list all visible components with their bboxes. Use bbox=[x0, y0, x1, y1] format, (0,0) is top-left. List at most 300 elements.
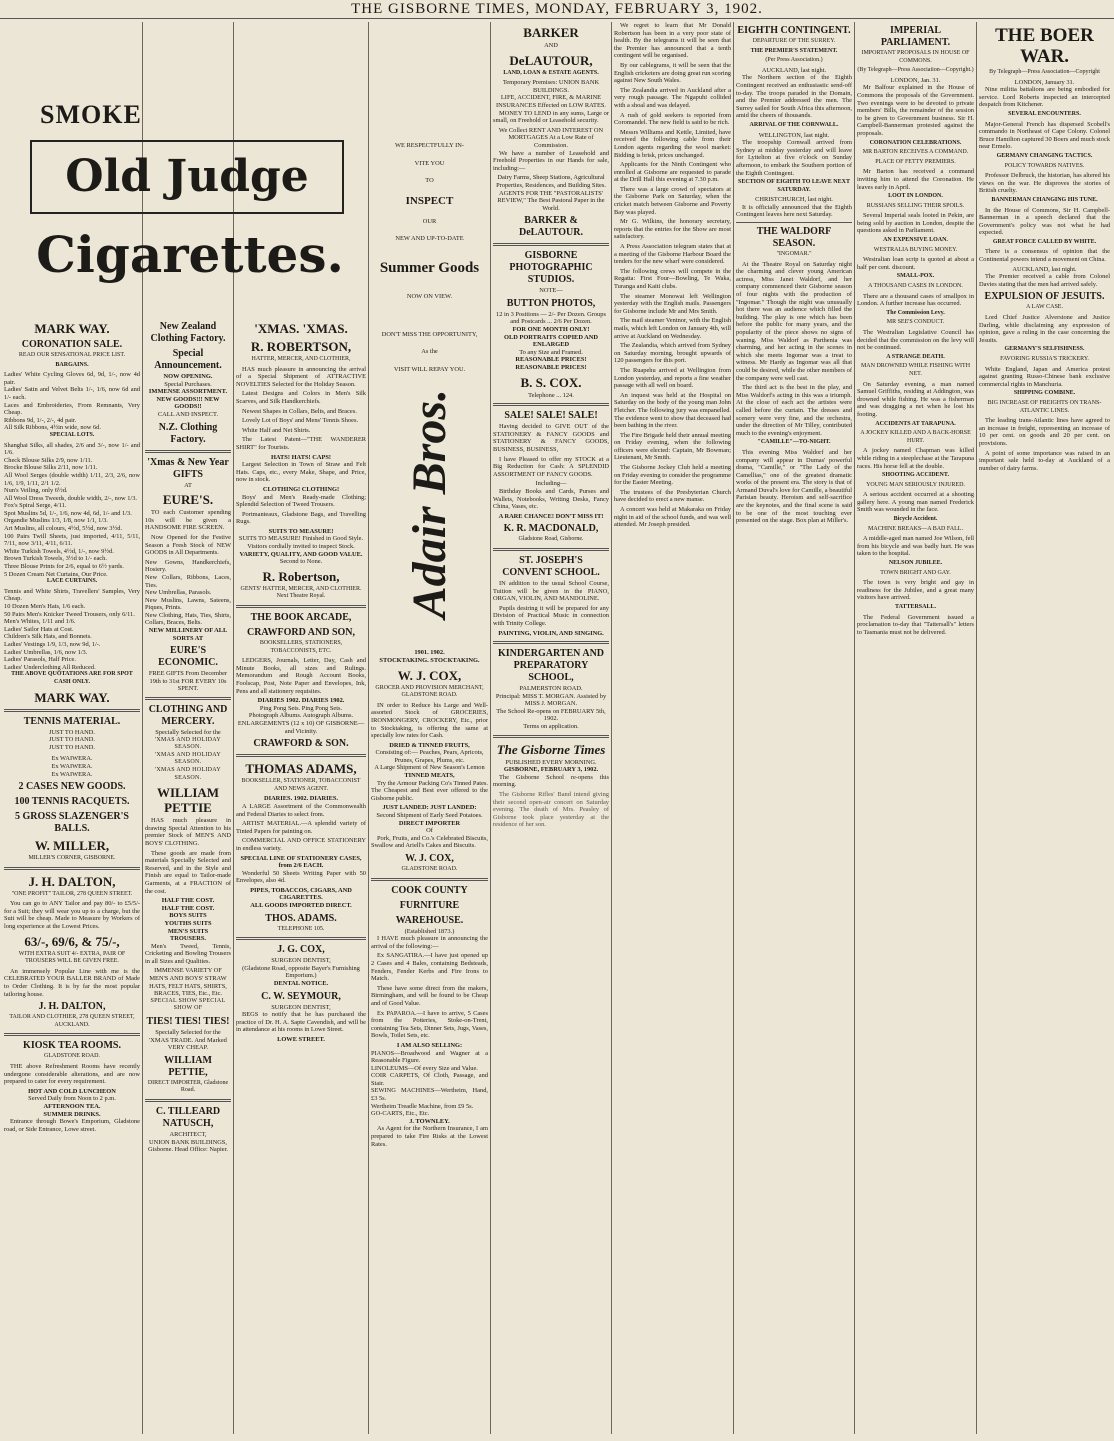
bannerman-text: In the House of Commons, Sir H. Campbell-Bannerman in a speech declared that the Government's policy was not what he had expected. bbox=[979, 206, 1110, 237]
waldorf-season-heading: THE WALDORF SEASON. bbox=[756, 226, 832, 250]
adams-title: THOMAS ADAMS, bbox=[245, 761, 357, 777]
boer-war-heading: THE BOER WAR. bbox=[995, 25, 1094, 67]
smallpox-text: There are a thousand cases of smallpox in London. A further increase has occurred. bbox=[857, 292, 974, 308]
news-item: An inquest was held at the Hospital on Saturday on the body of the young man John Fletcher. The following jury was empanelled. The evidence went to show that deceased had been bathing in the river. bbox=[614, 391, 731, 430]
christchurch-dateline: CHRISTCHURCH, last night. bbox=[755, 196, 833, 204]
robertson-title: R. ROBERTSON, bbox=[250, 339, 352, 354]
temporary-premises: Temporary Premises: UNION BANK BUILDINGS. bbox=[502, 79, 600, 94]
enlargements: ENLARGEMENTS (12 x 10) OF GISBORNE—and Vicinity. bbox=[237, 719, 365, 735]
tinned-meats: TINNED MEATS, bbox=[404, 772, 455, 780]
special-line: All Wool Dress Tweeds, double width, 2/-, now 1/3. bbox=[4, 494, 137, 502]
misc-line: Ladies' Vestings 1/9, 1/3, now 9d, 1/-. bbox=[4, 640, 101, 648]
townley-signature: J. TOWNLEY. bbox=[409, 1117, 450, 1125]
press-association: (Per Press Association.) bbox=[765, 57, 823, 64]
telephone: TELEPHONE 105. bbox=[277, 925, 325, 932]
germany-selfishness-sub: FAVORING RUSSIA'S TRICKERY. bbox=[1000, 356, 1089, 362]
news-item: The Zealandia, which arrived from Sydney on Saturday morning, brought upwards of 120 passengers for this port. bbox=[614, 342, 731, 365]
one-month-only: FOR ONE MONTH ONLY! bbox=[512, 326, 590, 334]
seymour-sub: SURGEON DENTIST, bbox=[271, 1003, 331, 1011]
jesuits-text: Lord Chief Justice Alverstone and Justice Darling, while disclaiming any expression of opinion, gave a ruling in the case concerning the Jesuits. bbox=[979, 314, 1110, 344]
convent-more: Pupils desiring it will be prepared for any Division of Practical Music in connection with Trinity College. bbox=[493, 604, 609, 627]
special-line: Brocke Blouse Silks 2/11, now 1/11. bbox=[4, 464, 98, 472]
boer-war-text: Nine militia battalions are being embodied for service. Lord Roberts inspected an intercepted despatch from Kitchener. bbox=[979, 86, 1110, 109]
special-line: White Turkish Towels, 4½d, 1/-, now 9½d. bbox=[4, 547, 114, 555]
news-intro: We regret to learn that Mr Donald Robertson has been in a very poor state of health. By the telegrams it will be seen that the Premier has announced that a tenth contingent will be organised. bbox=[614, 22, 731, 60]
robertson-item: Lovely Lot of Boys' and Mens' Tennis Shoes. bbox=[242, 417, 359, 425]
bargain-line: Ribbons 9d, 1/-, 2/-, 4d pair. bbox=[4, 416, 77, 424]
clothing-mercery-heading: CLOTHING AND MERCERY. bbox=[148, 704, 228, 728]
special-lots-heading: SPECIAL LOTS. bbox=[49, 431, 95, 438]
strange-death-text: On Saturday evening, a man named Samuel Griffiths, residing at Addington, was drowned while fishing. He was a fisherman and was dragging a net when he lost his footing. bbox=[857, 380, 974, 418]
news-item: The Fire Brigade held their annual meeting on Friday evening, when the following officers were elected: Captain, Mr Bowman; Lieutenant, Mr Smith. bbox=[614, 431, 731, 462]
invite-line: VITE YOU bbox=[414, 159, 445, 167]
special-line: All Wool Serges (double width) 1/11, 2/3, 2/6, now 1/6, 1/9, 1/11, 2/1 1/2. bbox=[4, 471, 140, 487]
kiosk-summer-drinks: SUMMER DRINKS. bbox=[43, 1110, 101, 1118]
news-item: The following crews will compete in the Regatta: First Four—Bowling, Te Waka, Turanga and Kaiti clubs. bbox=[614, 267, 731, 290]
opened-text: Now Opened for the Festive Season a Fresh Stock of NEW GOODS in All Departments. bbox=[145, 533, 231, 557]
summer-goods: Summer Goods bbox=[379, 259, 480, 276]
contingent-text: The Northern section of the Eighth Contingent received an enthusiastic send-off to-day. The troops paraded in the Domain, and the Premier addressed the men. The Surrey sailed for South Africa this afternoon, amid the cheers of thousands. bbox=[736, 74, 852, 120]
direct-of: Of bbox=[426, 827, 433, 835]
parliament-text: Mr Balfour explained in the House of Commons the proposals of the Government. Two evenings were to be devoted to private members' Bills, the remainder of the session to be given to Government business. Sir H. Campbell-Bannerman protested against the proposals. bbox=[857, 84, 974, 137]
suits-measure-sub: SUITS TO MEASURE! Finished in Good Style. bbox=[238, 535, 364, 543]
waldorf-text: At the Theatre Royal on Saturday night the charming and clever young American actress, Miss Janet Waldorf, and her company commenced their Gisborne season of four nights with the production of "Ingomar." Though the night was unusually hot there was an audience which filled the building. The play is one which has been before the public for many years, and the popularity of the piece shows no signs of waning. Miss Waldorf as Parthenia was charming, and her acting in the scenes in which she meets Ingomar was a treat to witness. Mr Hardy as Ingomar was all that could be desired, while the other members of the company were well cast. bbox=[736, 260, 852, 382]
button-photos: BUTTON PHOTOS, bbox=[506, 297, 596, 309]
holiday-season: 'XMAS AND HOLIDAY SEASON. bbox=[155, 736, 221, 751]
wellington-dateline: WELLINGTON, last night. bbox=[758, 131, 830, 139]
wj-cox-signature-sub: GLADSTONE ROAD. bbox=[401, 866, 458, 872]
book-arcade-text: LEDGERS, Journals, Letter, Day, Cash and Minute Books, all sizes and Rulings. Memorandum and Rough Account Books, Foolscap, Post, Note Paper and Envelopes, Ink, Pens and all stationery requisites. bbox=[236, 657, 366, 695]
selling-line: LINOLEUMS—Of every Size and Value. bbox=[371, 1064, 478, 1072]
delautour-title: DeLAUTOUR, bbox=[509, 52, 593, 68]
news-item: Applicants for the Ninth Contingent who enrolled at Gisborne are requested to parade at the Drill Hall this evening at 7.30 p.m. bbox=[614, 161, 731, 184]
selling-line: COIR CARPETS, Of Cloth, Passage, and Stair. bbox=[371, 1072, 488, 1087]
kiosk-subtitle: GLADSTONE ROAD. bbox=[44, 1053, 100, 1060]
loot-text: Several Imperial seals looted in Pekin, are being sold by auction in London, despite the questions asked in Parliament. bbox=[857, 212, 974, 235]
tattersall-text: The Federal Government issued a proclamation to-day that "Tattersall's" letters to Tasmania must not be delivered. bbox=[857, 613, 974, 636]
auckland-dateline: AUCKLAND, last night. bbox=[761, 66, 827, 74]
selling-line: GO-CARTS, Etc., Etc. bbox=[371, 1110, 430, 1118]
including-line: Birthday Books and Cards, Purses and Wallets, Notebooks, Writing Desks, Fancy China, Vases, etc. bbox=[493, 487, 609, 511]
just-to-hand: JUST TO HAND. bbox=[49, 736, 95, 744]
dalton-prices-note: WITH EXTRA SUIT 4/- EXTRA, PAIR OF TROUSERS WILL BE GIVEN FREE. bbox=[18, 950, 126, 965]
diaries-1902: DIARIES. 1902. DIARIES. bbox=[263, 795, 339, 803]
invite-line: OUR bbox=[422, 217, 437, 225]
kiosk-luncheon: HOT AND COLD LUNCHEON bbox=[28, 1087, 116, 1095]
misc-line: 50 Pairs Men's Knicker Tweed Trousers, only 6/11. bbox=[4, 610, 135, 618]
surrey-departure: DEPARTURE OF THE SURREY. bbox=[752, 38, 836, 44]
collect-rent: We Collect RENT AND INTEREST ON MORTGAGES At a Low Rate of Commission. bbox=[498, 126, 604, 149]
commercial-stationery: COMMERCIAL AND OFFICE STATIONERY in endless variety. bbox=[236, 837, 366, 852]
special-line: Brown Turkish Towels, 3½d to 1/- each. bbox=[4, 555, 107, 563]
wanderer-shirt: The Latest Patent—"THE WANDERER SHIRT" for Tourists. bbox=[236, 436, 366, 451]
strange-death-sub: MAN DROWNED WHILE FISHING WITH NET. bbox=[860, 363, 971, 377]
nelson-heading: NELSON JUBILEE. bbox=[888, 560, 943, 567]
special-line: 100 Pairs Twill Sheets, just imported, 4/11, 5/11, 7/11, now 3/11, 4/11, 6/11. bbox=[4, 532, 140, 548]
misc-line: Tennis and White Shirts, Travellers' Samples, Very Cheap. bbox=[4, 587, 140, 603]
encounters-text: Major-General French has dispersed Scobell's commando in Northeast of Cape Colony. Colonel Bruce Hamilton captured 30 Boers and much stock near Ermelo. bbox=[979, 120, 1110, 151]
news-item: A concert was held at Makaraka on Friday night in aid of the school funds, and was well attended. Mr Joseph presided. bbox=[614, 506, 731, 529]
kindergarten-title: KINDERGARTEN AND PREPARATORY SCHOOL, bbox=[497, 648, 605, 684]
barker-and: AND bbox=[544, 42, 558, 49]
column-1 bbox=[4, 318, 140, 1434]
eures-item: New Clothing, Hats, Ties, Shirts, Collars, Braces, Belts. bbox=[145, 611, 231, 627]
tennis-racquets: 100 TENNIS RACQUETS. bbox=[14, 796, 130, 808]
shooting-heading: SHOOTING ACCIDENT. bbox=[882, 472, 949, 479]
nz-clothing-title: New Zealand Clothing Factory. bbox=[150, 321, 226, 344]
dried-fruits: DRIED & TINNED FRUITS, bbox=[389, 741, 470, 749]
robertson-item: Latest Designs and Colors in Men's Silk Scarves, and Silk Handkerchiefs. bbox=[236, 390, 366, 405]
invite-line: WE RESPECTFULLY IN- bbox=[394, 142, 465, 149]
tennis-material-heading: TENNIS MATERIAL. bbox=[23, 715, 121, 727]
ex-waiwera: Ex WAIWERA. bbox=[51, 755, 93, 763]
news-item: The trustees of the Presbyterian Church have decided to erect a new manse. bbox=[614, 488, 731, 504]
clothing-text: Boys' and Men's Ready-made Clothing; Splendid Selection of Tweed Trousers. bbox=[236, 493, 366, 509]
kindergarten-sub: PALMERSTON ROAD. bbox=[519, 685, 583, 693]
kiosk-title: KIOSK TEA ROOMS. bbox=[23, 1040, 121, 1052]
holiday-season: 'XMAS AND HOLIDAY SEASON. bbox=[155, 767, 221, 781]
wj-cox-title: W. J. COX, bbox=[397, 667, 462, 683]
bargain-line: All Silk Ribbons, 4½in wide, now 6d. bbox=[4, 424, 101, 432]
also-selling: I AM ALSO SELLING: bbox=[396, 1041, 463, 1049]
eures-item: New Umbrellas, Parasols. bbox=[145, 589, 212, 597]
jesuits-sub: A LAW CASE. bbox=[1026, 304, 1063, 311]
just-to-hand: JUST TO HAND. bbox=[49, 743, 95, 751]
editorial-lead: The Gisborne School re-opens this morning. bbox=[493, 773, 609, 789]
telephone-124: Telephone ... 124. bbox=[528, 391, 574, 399]
column-5 bbox=[493, 22, 609, 1434]
stock-years: 1901. 1902. bbox=[414, 649, 445, 657]
dairy-farms-text: A point of some importance was raised in an important sale held to-day at Auckland of a number of dairy farms. bbox=[979, 449, 1110, 472]
pettie-signature: WILLIAM PETTIE, bbox=[164, 1054, 212, 1078]
photo-prices: 12 in 3 Positions — 2/- Per Dozen. Groups and Postcards ... 2/6 Per Dozen. bbox=[496, 310, 606, 326]
tinned-text: Try the Armour Packing Co's Tinned Pates. The Cheapest and Best ever offered to the Gisborne public. bbox=[371, 779, 488, 802]
robertson-text: HAS much pleasure in announcing the arrival of a Special Shipment of ATTRACTIVE NOVELTIES Selected for the Holiday Season. bbox=[236, 365, 366, 388]
selling-line: PIANOS—Broadwood and Wagner at a Reasonable Figure. bbox=[371, 1049, 488, 1065]
xmas-heading: 'XMAS. 'XMAS. bbox=[254, 321, 348, 336]
suits-measure: SUITS TO MEASURE! bbox=[268, 527, 334, 535]
at-label: AT bbox=[184, 481, 192, 489]
visitors-invited: Visitors cordially invited to inspect Stock. bbox=[247, 543, 355, 551]
free-gifts: FREE GIFTS From December 19th to 31st FOR EVERY 10s SPENT. bbox=[148, 670, 228, 693]
invite-line: INSPECT bbox=[405, 194, 454, 207]
loot-heading: LOOT IN LONDON. bbox=[888, 193, 943, 200]
loot-sub: RUSSIANS SELLING THEIR SPOILS. bbox=[866, 202, 965, 209]
eures-item: New Muslins, Lawns, Sateens, Piques, Prints. bbox=[145, 596, 231, 612]
special-line-stationery: SPECIAL LINE OF STATIONERY CASES, from 2/6 EACH. bbox=[240, 854, 362, 870]
news-item: By our cablegrams, it will be seen that the English cricketers are doing great run scoring against New South Wales. bbox=[614, 61, 731, 85]
bargain-line: Ladies' Satin and Velvet Belts 1/-, 1/6, now 6d and 1/- each. bbox=[4, 386, 140, 401]
news-item: Mr G. Wilkins, the honorary secretary, reports that the entries for the Show are most satisfactory. bbox=[614, 218, 731, 241]
auckland-text: The Premier received a cable from Colonel Davies stating that the men had arrived safely. bbox=[979, 273, 1110, 288]
encounters-heading: SEVERAL ENCOUNTERS. bbox=[1008, 110, 1081, 117]
coronation-sale-heading: CORONATION SALE. bbox=[21, 339, 123, 350]
camille-heading: "CAMILLE"—TO-NIGHT. bbox=[757, 439, 831, 446]
dalton-signature: J. H. DALTON, bbox=[38, 1001, 106, 1013]
invite-line: NEW AND UP-TO-DATE bbox=[395, 235, 464, 243]
youths-suits: YOUTHS SUITS bbox=[164, 919, 212, 927]
clothing-heading: CLOTHING! CLOTHING! bbox=[262, 485, 340, 493]
tilleard-sub: ARCHITECT, bbox=[169, 1131, 207, 1138]
issue-date: GISBORNE, FEBRUARY 3, 1902. bbox=[503, 766, 599, 774]
misc-line: Ladies' Parasols, Half Price. bbox=[4, 656, 76, 664]
direct-importer: DIRECT IMPORTER bbox=[398, 819, 461, 827]
special-purchases: Special Purchases. bbox=[164, 380, 212, 388]
tarapuna-text: A jockey named Chapman was killed while riding in a steeplechase at the Tarapuna races. His horse fell at the double. bbox=[857, 447, 974, 470]
book-arcade-sub: BOOKSELLERS, STATIONERS, TOBACCONISTS, ETC. bbox=[259, 640, 343, 654]
dried-fruits-sub: Consisting of:— Peaches, Pears, Apricots, Prunes, Grapes, Plums, etc. bbox=[375, 749, 484, 764]
kiosk-footer: Entrance through Bowe's Emporium, Gladstone road, or Side Entrance, Lowe street. bbox=[4, 1118, 140, 1133]
special-line: Art Muslins, all colours, 4½d, 5½d, now 3½d. bbox=[4, 525, 123, 533]
ping-pong: Ping Pong Sets. Ping Pong Sets. bbox=[259, 704, 343, 712]
eures-item: New Collars, Ribbons, Laces, Ties. bbox=[145, 573, 231, 589]
coronation-sub: MR BARTON RECEIVES A COMMAND. bbox=[862, 149, 969, 156]
barker-title: BARKER bbox=[523, 25, 579, 40]
old-portraits: OLD PORTRAITS COPIED AND ENLARGED bbox=[503, 333, 599, 349]
tattersall-heading: TATTERSALL. bbox=[895, 604, 936, 610]
news-item: A rush of gold seekers is reported from Coromandel. The new field is said to be rich. bbox=[614, 111, 731, 127]
immense-variety: IMMENSE VARIETY OF MEN'S AND BOYS' STRAW HATS, FELT HATS, SHIRTS, BRACES, TIES, Etc., Etc. bbox=[149, 967, 227, 998]
great-force-text: There is a consensus of opinion that the Continental powers intend a movement on China. bbox=[979, 248, 1110, 264]
established: (Established 1873.) bbox=[404, 927, 455, 935]
cigarettes-brand: Cigarettes. bbox=[36, 225, 344, 284]
tarapuna-sub: A JOCKEY KILLED AND A BACK-HORSE HURT. bbox=[860, 430, 971, 444]
new-goods: NEW GOODS!!! NEW GOODS!! bbox=[156, 395, 220, 411]
special-line: Spot Muslins 5d, 1/-, 1/6, now 4d, 6d, 1/- and 1/3. bbox=[4, 509, 132, 517]
wj-cox-signature: W. J. COX, bbox=[405, 853, 454, 864]
special-line: Check Blouse Silks 2/9, now 1/11. bbox=[4, 456, 93, 464]
news-item: The steamer Monowai left Wellington yesterday with the English mails. Passengers for Gisborne include Mr and Mrs Smith. bbox=[614, 292, 731, 315]
column-6 bbox=[614, 22, 731, 1434]
news-item: Messrs Williams and Kettle, Limited, have received the following cable from their London agents regarding the wool market: Bidding is brisk, prices unchanged. bbox=[614, 128, 731, 159]
wj-cox-text: IN order to Reduce his Large and Well-assorted Stock of GROCERIES, IRONMONGERY, CROCKERY, Etc., prior to Stocktaking, is offering the same at specially low rates for Cash. bbox=[371, 701, 488, 740]
miller-subtitle: MILLER'S CORNER, GISBORNE. bbox=[28, 855, 116, 862]
special-line: Organdie Muslins 1/3, 1/8, now 1/1, 1/3. bbox=[4, 517, 108, 525]
portmanteaux: Portmanteaux, Gladstone Bags, and Travelling Rugs. bbox=[236, 510, 366, 526]
old-portraits-sub: To any Size and Framed. bbox=[519, 348, 583, 356]
shooting-text: A serious accident occurred at a shooting gallery here. A young man named Frederick Smith was wounded in the face. bbox=[857, 491, 974, 514]
cook-text: I HAVE much pleasure in announcing the arrival of the following:— bbox=[371, 935, 488, 950]
nz-clothing-signature: N.Z. Clothing Factory. bbox=[158, 421, 218, 445]
just-landed: JUST LANDED: JUST LANDED: bbox=[382, 804, 477, 812]
half-cost: HALF THE COST. bbox=[161, 897, 215, 905]
bicycle-heading: Bicycle Accident. bbox=[893, 516, 938, 523]
pettie-line: These goods are made from materials Specially Selected and Reserved, and in the Style and Finish are equal to Tailor-made Garments, at a FRACTION of the cost. bbox=[145, 849, 231, 895]
photo-albums: Photograph Albums. Autograph Albums. bbox=[248, 712, 354, 720]
photo-studios-title: GISBORNE PHOTOGRAPHIC STUDIOS. bbox=[509, 250, 593, 286]
gift-text: TO each Customer spending 10s will be given a HANDSOME FIRE SCREEN. bbox=[145, 509, 231, 532]
macdonald-sub: Gladstone Road, Gisborne. bbox=[518, 536, 584, 543]
nelson-sub: TOWN BRIGHT AND GAY. bbox=[880, 569, 951, 576]
now-on-view: NOW ON VIEW. bbox=[406, 292, 453, 300]
seymour-title: C. W. SEYMOUR, bbox=[261, 990, 341, 1002]
macdonald-signature: K. R. MACDONALD, bbox=[503, 523, 599, 535]
special-line: Nun's Veiling, only 6½d. bbox=[4, 487, 68, 495]
misc-line: 10 Dozen Men's Hats, 1/6 each. bbox=[4, 603, 86, 610]
bicycle-sub: MACHINE BREAKS—A BAD FALL. bbox=[868, 525, 963, 532]
commission-sub: MR SEE'S CONDUCT. bbox=[886, 319, 945, 326]
bargain-text: I have Pleased to offer my STOCK at a Big Reduction for Cash: A SPLENDID ASSORTMENT OF FANCY GOODS. bbox=[493, 455, 609, 478]
tilleard-title: C. TILLEARD NATUSCH, bbox=[155, 1106, 221, 1129]
misc-line: Children's Silk Hats, and Bonnets. bbox=[4, 633, 92, 641]
direct-text: Pork, Fruits, and Co.'s Celebrated Biscuits, Swallow and Ariell's Cakes and Biscuits. bbox=[371, 834, 488, 850]
shipping-combine-sub: BIG INCREASE OF FREIGHTS ON TRANS-ATLANTIC LINES. bbox=[987, 399, 1102, 414]
invite-line: TO bbox=[425, 177, 434, 185]
reasonable-prices: REASONABLE PRICES! REASONABLE PRICES! bbox=[515, 356, 587, 372]
pettie-signature-sub: DIRECT IMPORTER, Gladstone Road. bbox=[147, 1079, 229, 1094]
loan-heading: AN EXPENSIVE LOAN. bbox=[883, 237, 948, 244]
hats-text: Largest Selection in Town of Straw and Felt Hats. Caps, etc., every Make, Shape, and Price, now in stock. bbox=[236, 461, 366, 484]
barker-sub: LAND, LOAN & ESTATE AGENTS. bbox=[503, 69, 599, 76]
call-and-inspect: CALL AND INSPECT. bbox=[157, 410, 219, 418]
seymour-text: BEGS to notify that he has purchased the practice of Dr. H. A. Sapte Cavendish, and will be in attendance at his rooms in Lowe Street. bbox=[236, 1011, 366, 1034]
stocktaking: STOCKTAKING. STOCKTAKING. bbox=[379, 656, 480, 664]
column-2 bbox=[145, 318, 231, 1434]
jg-cox-address: (Gladstone Road, opposite Bayer's Furnishing Emporium.) bbox=[242, 964, 360, 980]
hats-heading: HATS! HATS! CAPS! bbox=[270, 453, 332, 461]
dalton-signature-sub: TAILOR AND CLOTHIER, 278 QUEEN STREET, AUCKLAND. bbox=[9, 1014, 135, 1028]
price-list-note: READ OUR SENSATIONAL PRICE LIST. bbox=[18, 352, 126, 358]
london-dateline: LONDON, Jan. 31. bbox=[890, 76, 941, 84]
terms-application: Terms on application. bbox=[523, 723, 579, 731]
eures-item: New Gowns, Handkerchiefs, Hosiery. bbox=[145, 558, 231, 574]
news-item: The Gisborne Jockey Club held a meeting on Friday evening to consider the programme for the Easter Meeting. bbox=[614, 464, 731, 487]
eighth-leave-text: It is officially announced that the Eighth Contingent leaves here next Saturday. bbox=[736, 203, 852, 219]
trousers-heading: TROUSERS. bbox=[169, 935, 207, 943]
spot-cash-notice: THE ABOVE QUOTATIONS ARE FOR SPOT CASH ONLY. bbox=[11, 671, 133, 685]
leasehold-text: We have a number of Leasehold and Freehold Properties in our Hands for sale, including:— bbox=[493, 149, 609, 172]
dental-notice: DENTAL NOTICE. bbox=[273, 980, 329, 988]
adams-subtitle: BOOKSELLER, STATIONER, TOBACCONIST AND NEWS AGENT. bbox=[241, 778, 361, 792]
boys-suits: BOYS SUITS bbox=[169, 912, 207, 920]
eighth-contingent-heading: EIGHTH CONTINGENT. bbox=[737, 25, 851, 36]
special-announcement: Special Announcement. bbox=[154, 348, 222, 371]
bargain-line: Laces and Embroideries, From Remnants, Very Cheap. bbox=[4, 401, 140, 417]
diaries-heading: DIARIES 1902. DIARIES 1902. bbox=[257, 697, 345, 705]
insurance-agent: As Agent for the Northern Insurance, I am prepared to take Fire Risks at the Lowest Rates. bbox=[371, 1125, 488, 1148]
column-9 bbox=[979, 22, 1110, 1434]
smoke-headline: SMOKE bbox=[40, 100, 142, 129]
column-4 bbox=[371, 22, 488, 1434]
cook-line: Ex PAPAROA.—I have to arrive, 5 Cases from the Potteries, Stoke-on-Trent, containing Tea Sets, Dinner Sets, Jugs, Vases, Bowls, Toilet Sets, etc. bbox=[371, 1009, 488, 1040]
germany-tactics-sub: POLICY TOWARDS NATIVES. bbox=[1004, 162, 1085, 169]
column-7 bbox=[736, 22, 852, 1434]
pettie-title: WILLIAM PETTIE bbox=[156, 785, 220, 816]
pettie-text: HAS much pleasure in drawing Special Attention to his premier Stock of MEN'S AND BOYS' CLOTHING. bbox=[145, 817, 231, 847]
goods-imported: ALL GOODS IMPORTED DIRECT. bbox=[250, 902, 352, 910]
editorial-text: The Gisborne Rifles' Band intend giving their second open-air concert on Saturday evening. The death of Mrs. Peasley of Gisborne took place yesterday at the residence of her son. bbox=[493, 791, 609, 829]
misc-line: Ladies' Underclothing All Reduced. bbox=[4, 663, 96, 671]
news-item: A Press Association telegram states that at a meeting of the Gisborne Harbour Board the tenders for the new wharf were considered. bbox=[614, 243, 731, 266]
imperial-parliament-heading: IMPERIAL PARLIAMENT. bbox=[880, 25, 951, 48]
cornwall-text: The troopship Cornwall arrived from Sydney at midday yesterday and will leave for Lyttelton at five o'clock on Sunday afternoon, to embark the Southern portion of the Eighth Contingent. bbox=[736, 139, 852, 177]
pipes-tobaccos: PIPES, TOBACCOS, CIGARS, AND CIGARETTES. bbox=[250, 886, 352, 902]
robertson-signature-sub: GENTS' HATTER, MERCER, AND CLOTHIER. Next Theatre Royal. bbox=[240, 585, 362, 600]
mark-way-title: MARK WAY. bbox=[34, 321, 110, 336]
news-item: The Zealandia arrived in Auckland after a very rough passage. The Ngapuhi collided with a shoal and was delayed. bbox=[614, 86, 731, 109]
convent-school-title: ST. JOSEPH'S CONVENT SCHOOL. bbox=[502, 554, 600, 578]
bargain-line: Ladies' White Cycling Gloves 6d, 9d, 1/-, now 4d pair. bbox=[4, 371, 140, 386]
lemon-shipment: A Large Shipment of New Season's Lemon bbox=[374, 764, 485, 772]
crawford-signature: CRAWFORD & SON. bbox=[253, 738, 349, 750]
strange-death-heading: A STRANGE DEATH. bbox=[886, 353, 945, 360]
adair-brand-vertical: Adair Bros. bbox=[402, 389, 456, 619]
misc-line: Men's Whites, 1/11 and 1/6. bbox=[4, 618, 76, 626]
special-line: Fox's Spiral Serge, 4/11. bbox=[4, 502, 67, 510]
ex-waiwera: Ex WAIWERA. bbox=[51, 762, 93, 770]
germany-tactics-text: Professor Delbruck, the historian, has altered his views on the war. He disproves the stories of British cruelty. bbox=[979, 172, 1110, 195]
lace-curtains-heading: LACE CURTAINS. bbox=[46, 578, 98, 585]
dont-miss: DON'T MISS THE OPPORTUNITY, bbox=[381, 330, 478, 338]
xmas-gifts-heading: 'Xmas & New Year GIFTS bbox=[147, 456, 229, 480]
eures-economic: EURE'S ECONOMIC. bbox=[158, 645, 218, 669]
misc-line: Ladies' Sailor Hats at Cost. bbox=[4, 625, 74, 633]
lowe-street: LOWE STREET. bbox=[277, 1036, 325, 1043]
farms-list: Dairy Farms, Sheep Stations, Agricultural Properties, Residences, and Building Sites. bbox=[496, 174, 606, 189]
shooting-sub: YOUNG MAN SERIOUSLY INJURED. bbox=[866, 481, 965, 488]
bs-cox-signature: B. S. COX. bbox=[520, 374, 582, 390]
adams-signature: THOS. ADAMS. bbox=[265, 912, 337, 924]
selling-line: Wertheim Treadle Machine, from £9 5s. bbox=[371, 1102, 474, 1110]
millinery-line: NEW MILLINERY OF ALL SORTS AT bbox=[148, 627, 228, 642]
miller-title: W. MILLER, bbox=[34, 838, 110, 854]
curtain-line: 5 Dozen Cream Net Curtains, Our Price. bbox=[4, 570, 108, 578]
insurances: LIFE, ACCIDENT, FIRE, & MARINE INSURANCES Effected on LOW RATES. bbox=[496, 94, 606, 109]
news-item: There was a large crowd of spectators at the Gisborne Park on Saturday, when the cricket match between Gisborne and Poverty Bay was played. bbox=[614, 185, 731, 216]
robertson-item: White Half and Net Shirts. bbox=[242, 426, 311, 434]
barker-signature: BARKER & DeLAUTOUR. bbox=[519, 215, 583, 239]
dalton-title: J. H. DALTON, bbox=[28, 873, 116, 889]
special-show: SPECIAL SHOW SPECIAL SHOW OF bbox=[150, 997, 226, 1012]
shipping-combine-heading: SHIPPING COMBINE. bbox=[1013, 390, 1076, 397]
smallpox-heading: SMALL-POX. bbox=[896, 273, 935, 280]
jg-cox-sub: SURGEON DENTIST, bbox=[271, 957, 331, 965]
premier-statement: THE PREMIER'S STATEMENT. bbox=[750, 47, 838, 54]
furniture: FURNITURE bbox=[399, 899, 460, 911]
news-item: The mail steamer Ventnor, with the English mails, which left London on January 4th, will arrive at Auckland on Wednesday. bbox=[614, 317, 731, 340]
wonderful-paper: Wonderful 50 Sheets Writing Paper with 50 Envelopes, also 4d. bbox=[236, 869, 366, 885]
bargains-heading: BARGAINS. bbox=[55, 361, 89, 368]
london-dateline: LONDON, January 31. bbox=[1014, 78, 1075, 86]
trousers-text: Men's Tweed, Tennis, Cricketing and Bowling Trousers in all Sizes and Qualities. bbox=[145, 942, 231, 965]
sale-heading: SALE! SALE! SALE! bbox=[504, 410, 598, 422]
smallpox-sub: A THOUSAND CASES IN LONDON. bbox=[868, 283, 963, 290]
including-label: Including— bbox=[535, 480, 567, 488]
published-every-morning: PUBLISHED EVERY MORNING. bbox=[505, 758, 597, 766]
ex-waiwera: Ex WAIWERA. bbox=[51, 770, 93, 778]
eures-title: EURE'S. bbox=[162, 492, 214, 508]
ties-sub: Specially Selected for the 'XMAS TRADE. And Marked VERY CHEAP. bbox=[149, 1029, 227, 1052]
coronation-text: Mr Barton has received a command inviting him to attend the Coronation. He leaves early in April. bbox=[857, 168, 974, 191]
note-label: NOTE— bbox=[539, 287, 563, 295]
kiosk-served: Served Daily from Noon to 2 p.m. bbox=[28, 1095, 116, 1103]
old-judge-brand: Old Judge bbox=[30, 140, 344, 214]
jg-cox-title: J. G. COX, bbox=[277, 944, 325, 956]
germany-selfishness-heading: GERMANY'S SELFISHNESS. bbox=[1004, 346, 1085, 353]
painting-violin: PAINTING, VIOLIN, AND SINGING. bbox=[498, 629, 604, 637]
second-to-none: Second to None. bbox=[279, 558, 323, 566]
term-date: The School Re-opens on FEBRUARY 5th, 1902. bbox=[496, 707, 606, 723]
cornwall-heading: ARRIVAL OF THE CORNWALL. bbox=[749, 121, 839, 128]
tilleard-address: UNION BANK BUILDINGS, Gisborne. Head Office: Napier. bbox=[148, 1138, 228, 1154]
sale-text: Having decided to GIVE OUT of the STATIONERY & FANCY GOODS and STATIONERY & FANCY GOODS, BUSINESS, BUSINESS, bbox=[493, 423, 609, 453]
nelson-text: The town is very bright and gay in readiness for the Jubilee, and a great many visitors have arrived. bbox=[857, 579, 974, 602]
principal: Principal: MISS T. MORGAN. Assisted by MISS J. MORGAN. bbox=[495, 692, 607, 708]
bannerman-heading: BANNERMAN CHANGING HIS TUNE. bbox=[991, 196, 1098, 203]
kiosk-afternoon-tea: AFTERNOON TEA. bbox=[43, 1102, 101, 1110]
waldorf-text-2: The third act is the best in the play, and Miss Waldorf's acting in this was a triumph. At the close of each act the artistes were called before the curtain. The dresses and scenery were very fine, and the orchestra, under the direction of Mr Tilley, contributed much to the evening's enjoyment. bbox=[736, 384, 852, 437]
column-8 bbox=[857, 22, 974, 1434]
